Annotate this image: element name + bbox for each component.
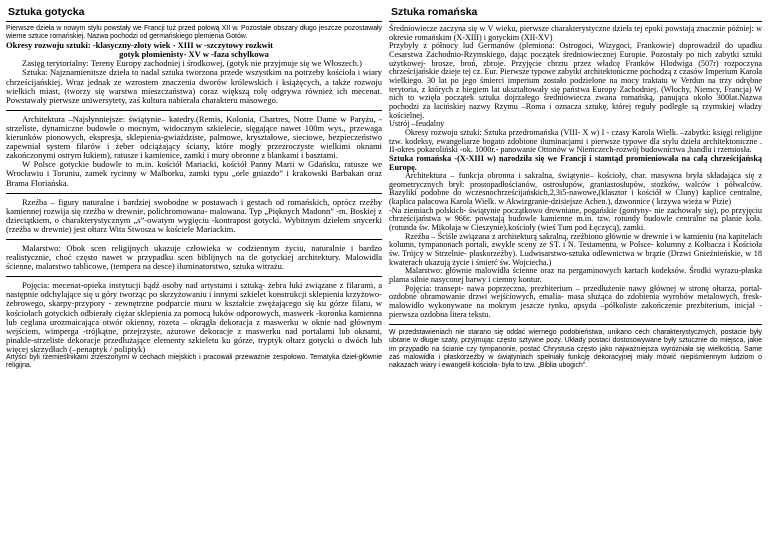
gothic-architecture: Architektura –Najsłynniejsze: świątynie– katedry.(Remis, Kolonia, Chartres, Notre Dame w Paryżu, -strzeliste, dynamiczne budowle o mocnym, widocznym szkielecie, sięgające nawet 100m wys., przewaga kierunków pionowych, ekspresja, sklepienia-gwiaździste, palmowe, kryształowe, sieciowe, bezpieczeństwo zapewniał system filarów i żeber odciążający ściany, które mogły przezroczyste wielkimi oknami zakończonymi ostrym łukiem), ratusze i kamienice, zamki i mury obronne z blankami i basztami. (6, 113, 382, 161)
gothic-art-body (6, 25, 382, 370)
gothic-sculpture: Rzeźba – figury naturalne i bardziej swobodne w postawach i gestach od romańskich, oprócz rzeźby kamiennej rozwija się rzeźba w drewnie, polichromowana- malowana. Typ „Pięknych Madonn” -m. Boskiej z dzieciątkiem, o charakterystycznym „s”-owatym wygięciu -kontrapost gotycki. Wybitnym dziełem snycerki (rzeźba w drewnie) jest ołtarz Wita Stwosza w kościele Mariackim. (6, 196, 382, 234)
gothic-art-title: Sztuka gotycka (6, 5, 382, 22)
gothic-art-description: Sztuka: Najznamienitsze dzieła to nadal sztuka tworzona przede wszystkim na potrzeby kościoła i wiary chrześcijańskiej. Wraz jednak ze wzrostem znaczenia dworów królewskich i książęcych, a także rozwoju wielkich miast, (tworzy się warstwa mieszczaństwa) coraz większą rolę odgrywa również ich mecenat. Powstawały pierwsze uniwersytety, zaś kultura nabierała charakteru masowego. (6, 67, 382, 105)
gothic-terms-section (6, 276, 382, 370)
gothic-periods: Okresy rozwoju sztuki: -klasyczny-złoty wiek - XIII w -szczytowy rozkwit (6, 40, 274, 51)
romanesque-art-body (389, 25, 762, 370)
romanesque-intro: Średniowiecze zaczyna się w V wieku, pierwsze charakterystyczne dzieła tej epoki powstają znacznie później: w okresie romańskim (X-XIII) i gotyckim (XII-XV) (389, 24, 762, 42)
romanesque-system: Ustrój –feudalny (389, 119, 445, 129)
gothic-painting-section (6, 239, 382, 271)
gothic-sculpture-section (6, 193, 382, 234)
gothic-painting: Malarstwo: Obok scen religijnych ukazuje człowieka w codziennym życiu, naturalnie i bardzo realistycznie, choć często nawet w przypadku scen biblijnych na tle gotyckiej architektury. Malowidła ścienne, malarstwo tablicowe, (tempera na desce) iluminatorstwo, sztuka witrażu. (6, 242, 382, 272)
romanesque-periods: Okresy rozwoju sztuki: Sztuka przedromańska (VIII- X w) I - czasy Karola Wielk. –zabytki: księgi religijne tzw. kodeksy, ewangeliarze bogato zdobione iluminacjami i pierwsze typowe dla stylu dzieła architektoniczne . II-okres pokaroliński -ok. 1000r.- panowanie Ottonów w Niemczech-rozwój budownictwa ,handlu i rzemiosła. (389, 127, 762, 155)
romanesque-art-column (389, 5, 762, 370)
romanesque-sculpture: Rzeźba – Ściśle związana z architekturą sakralną, rzeźbiono głównie w drewnie i w kamieniu (na kapitelach kolumn, tympanonach portali, zwykle sceny ze ST. i N. Testamentu, w Polsce- kolumny z Kołbacza i Kościoła św. Trójcy w Strzelnie- płaskorzeźby). Ludwisarstwo-sztuka odlewnictwa w brązie (Drzwi Gnieźnieńskie, w 18 kwaterach ukazują życie i śmierć św. Wojciecha.) (389, 231, 762, 267)
romanesque-footer-note: W przedstawieniach nie starano się oddać wiernego podobieństwa, unikano cech charakterystycznych, postacie były ubrane w długie szaty, przyjmując często sztywne pozy. Układy postaci dostosowywane były sztucznie do miejsca, jakie im przypadło na ścianie czy tympanonie, postać Chrystusa często jako najważniejsza wyróżniała się wielkością. Same zaś malowidła i płaskorzeźby w świątyniach spełniały funkcję dekoracyjnej miały mówić niepiśmiennym ludziom o nakazach wiary i ewangelii kościoła- była to tzw. „Biblia ubogich”. (389, 329, 762, 369)
gothic-footer-note: Artyści byli rzemieślnikami zrzeszonymi w cechach miejskich i pracowali przeważnie zespołowo. Tematyka dzieł-głównie religijna. (6, 354, 382, 370)
romanesque-architecture-poland: -Na ziemiach polskich- świątynie początkowo drewniane, pogańskie (gontyny- nie zachowały się), po przyjęciu chrześcijaństwa w 966r. powstają budowle kamienne m.in. tzw. rotundy budowle centralne na planie koła.(rotunda św. Mikołaja w Cieszynie),kościoły (wieś Tum pod Łęczycą), zamki. (389, 205, 762, 233)
gothic-architecture-poland: W Polsce gotyckie budowle to m.in. kościół Mariacki, kościół Panny Marii w Gdańsku, ratusze we Wrocławiu i Toruniu, zamek rycinny w Malborku, zamki typu „orle gniazdo” i krakowski Barbakan oraz Brama Floriańska. (6, 159, 382, 188)
romanesque-footer-section (389, 324, 762, 369)
romanesque-history: Przybyły z północy lud Germanów (plemiona: Ostrogoci, Wizygoci, Frankowie) doprowadził do upadku Cesarstwa Zachodnio-Rzymskiego, dając początek średniowiecznej Europie. Pozostały po nich zabytki sztuki użytkowej- brosze, broń, zbroje. Przyjęcie chrztu przez władcę Franków Hlodwiga (507r) rozpoczyna chrześcijańskie dzieje tej cz. Eur. Pierwsze typowe zabytki architektoniczne pochodzą z czasów Imperium Karola wielkiego. 30 lat po jego śmierci imperium zostało podzielone na mocy traktatu w Verdun na trzy odrębne terytoria, z których z biegiem lat ukształtowały się państwa Europy Zachodniej. (Włochy, Niemcy, Francja) W nich to wzięła początek sztuka dojrzałego średniowiecza zwana romańską, panująca około 300lat.Nazwa pochodzi za łacińskiej nazwy Rzymu –Roma i oznacza sztukę, której reguły podległe są rzymskiej władzy kościelnej. (389, 41, 762, 120)
gothic-periods-2: gotyk płomienisty- XV w -faza schyłkowa (119, 49, 269, 60)
gothic-intro: Pierwsze dzieła w nowym stylu powstały we Francji tuż przed połową XII w. Pozostałe obszary długo jeszcze pozostawały wierne sztuce romańskiej. Nazwa pochodzi od germańskiego plemienia Gotów. (6, 25, 382, 41)
romanesque-terms: Pojęcia: transept- nawa poprzeczna, prezbiterium – przedłużenie nawy głównej w stronę ołtarza, portal- ozdobne obramowanie drzwi wejściowych, emalia- masa służąca do zdobienia wyrobów metalowych, fresk- malowidło wykonywane na mokrym jeszcze tynku, apsyda –półkoliste zakończenie prezbiterium, inicjał -pierwsza ozdobna litera tekstu. (389, 283, 762, 319)
romanesque-art-origin: Sztuka romańska -(X-XIII w) narodziła się we Francji i stamtąd promieniowała na całą chrześcijańską Europę. (389, 153, 762, 172)
romanesque-painting: Malarstwo: głównie malowidła ścienne oraz na pergaminowych kartach kodeksów. Środki wyrazu-płaska plama silnie nasyconej barwy i ciemny kontur. (389, 266, 762, 285)
gothic-architecture-section (6, 110, 382, 188)
romanesque-art-title: Sztuka romańska (389, 5, 762, 22)
gothic-terms: Pojęcia: mecenat-opieka instytucji bądź osoby nad artystami i sztuką- żebra łuki związane z filarami, a następnie odchylające się u góry tworząc po skrzyżowaniu i innymi szkielet konstrukcji sklepienia krzyżowo-żebrowego, skarpy-przypory - zewnętrzne podparcie muru w kształcie zwężającego się ku górze filaru, w kościołach gotyckich odbierały ciężar sklepienia za pomocą łuków odporowych, maswerk -koronka kamienna lub ceglana urozmaicająca otwór okienny, rozeta – okrągła dekoracja z maswerku w oknie nad głównym wejściem, wimperga -trójkątne, przejrzyste, ażurowe dekoracje z maswerku nad portalami lub oknami, pinakle-strzeliste dekoracje przedłużające elementy szkieletu ku górze, tryptyk ołtarz gotycki o dwóch lub więcej skrzydłach (–penaptyk / poliptyk) (6, 280, 382, 354)
romanesque-architecture: Architektura – funkcja obronna i sakralna, świątynie– kościoły, char. masywna bryła składająca się z geometrycznych brył: prostopadłościanów, ostrosłupów, graniastosłupów, stożków, walców i półwalców. Bazyliki podobne do wczesnochrześcijańskich,2,3i5-nawowe,(klasztor i kościół w Cluny) kaplice centralne, (kaplica pałacowa Karola Wielk. w Akwizgranie-dzisiejsze Achen.), dzwonnice ( krzywa wieża w Pizie) (389, 171, 762, 207)
gothic-art-column (6, 5, 382, 370)
gothic-territory: Zasięg terytorialny: Tereny Europy zachodniej i środkowej, (gotyk nie przyjmuje się we Włoszech.) (22, 58, 362, 69)
